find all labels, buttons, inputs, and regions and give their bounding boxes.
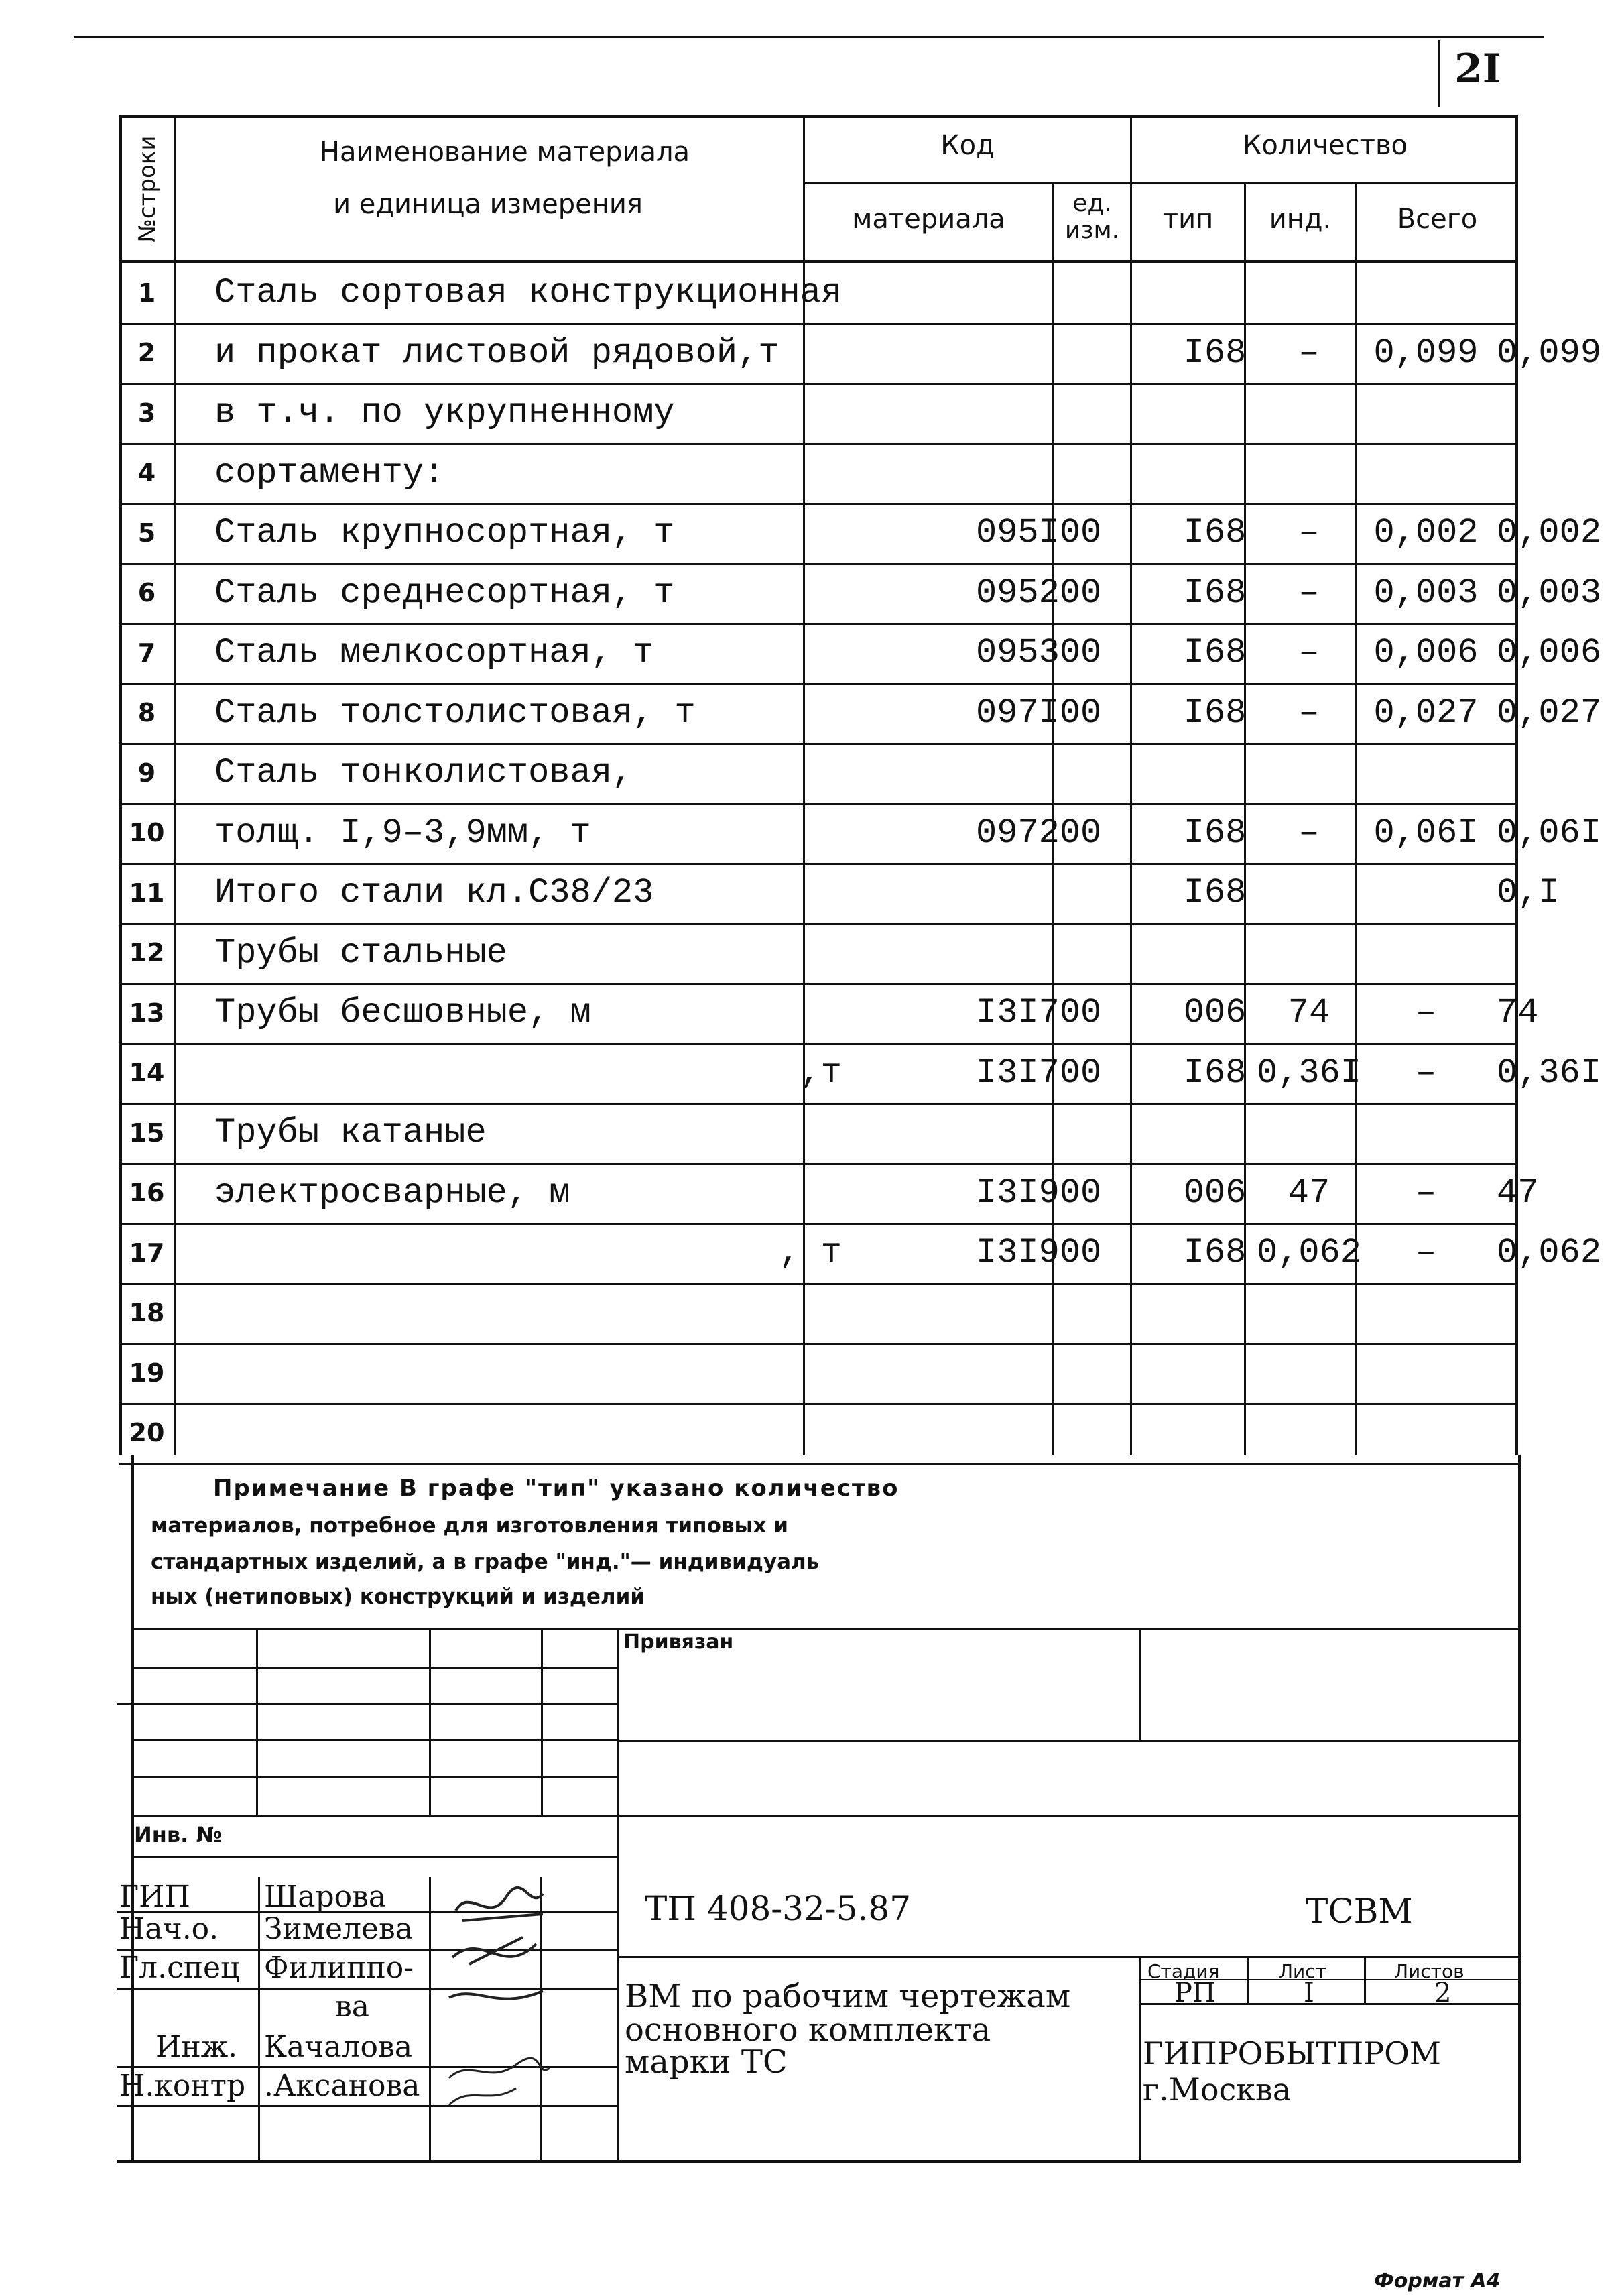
qty-total: 0,06I (1497, 812, 1602, 853)
row-number: 12 (129, 938, 165, 967)
unit-code (1179, 743, 1251, 802)
table-row (119, 983, 1539, 1042)
note-line-3: стандартных изделий, а в графе "инд."— индивидуаль (151, 1550, 820, 1574)
qty-type (1251, 863, 1367, 922)
table-row (119, 863, 1560, 922)
qty-total: 74 (1497, 993, 1539, 1032)
unit-code (1179, 1343, 1251, 1402)
material-code (936, 1103, 1219, 1162)
unit-code (1179, 263, 1251, 322)
row-number: 2 (137, 338, 156, 367)
qty-type: 74 (1288, 993, 1330, 1032)
row-number: 5 (137, 518, 156, 548)
table-row (119, 263, 1518, 322)
material-name: ,т (800, 1052, 842, 1093)
table-row (119, 1283, 1518, 1343)
material-name: Сталь толстолистовая, т (214, 692, 696, 733)
table-row (119, 923, 1518, 983)
unit-code (1179, 923, 1251, 983)
qty-ind: 0,002 (1373, 513, 1479, 552)
qty-ind (1367, 383, 1485, 442)
qty-total (1485, 1283, 1624, 1343)
note-line-2: материалов, потребное для изготовления типовых и (151, 1514, 789, 1538)
row-number: 7 (137, 638, 156, 668)
unit-code (1179, 443, 1251, 503)
unit-code (1179, 1103, 1251, 1162)
qty-ind (1367, 1103, 1485, 1162)
qty-type: – (1298, 572, 1320, 613)
table-row (119, 1043, 1602, 1103)
qty-type: 0,062 (1256, 1233, 1362, 1272)
qty-ind (1367, 743, 1485, 802)
unit-code (1179, 383, 1251, 442)
unit-code: I68 (1183, 1233, 1247, 1272)
material-name: Сталь крупносортная, т (214, 513, 675, 552)
qty-type (1251, 743, 1367, 802)
material-name: в т.ч. по укрупненному (214, 393, 675, 432)
unit-code: I68 (1183, 1052, 1247, 1093)
qty-total (1485, 1403, 1624, 1463)
table-row (119, 803, 1602, 863)
material-name: Сталь сортовая конструкционная (214, 273, 842, 312)
header-quantity: Количество (1242, 130, 1408, 161)
qty-ind (1367, 1283, 1485, 1343)
signer-role: Инж. (155, 2030, 238, 2064)
header-code-unit: ед. изм. (1064, 190, 1120, 244)
qty-total: 0,099 (1497, 333, 1602, 373)
doc-title-line1: ВМ по рабочим чертежам (625, 1978, 1071, 2015)
material-code (936, 923, 1219, 983)
signer-name: .Аксанова (264, 2069, 420, 2103)
qty-type: 47 (1288, 1172, 1330, 1213)
qty-ind (1367, 443, 1485, 503)
qty-type (1251, 263, 1367, 322)
row-number: 13 (129, 998, 165, 1028)
document-mark: ТСВМ (1306, 1892, 1413, 1931)
row-number: 10 (129, 818, 165, 847)
unit-code: I68 (1183, 692, 1247, 733)
material-name: толщ. I,9–3,9мм, т (214, 812, 591, 853)
material-code (936, 323, 1219, 383)
organization-city: г.Москва (1143, 2071, 1292, 2108)
material-spec-table (119, 115, 1602, 1455)
table-row (119, 383, 1518, 442)
material-name: Итого стали кл.С38/23 (214, 873, 654, 912)
material-code (936, 1283, 1219, 1343)
page-number: 2I (1454, 46, 1501, 93)
signer-role: ГИП (119, 1880, 190, 1914)
header-qty-ind: инд. (1269, 204, 1332, 235)
table-row (119, 1163, 1539, 1223)
qty-ind: – (1415, 1052, 1437, 1093)
sheet-value: I (1304, 1978, 1314, 2008)
table-row (119, 623, 1602, 682)
header-row-number: №строки (134, 135, 161, 243)
format-label: Формат А4 (1374, 2269, 1501, 2293)
unit-code: I68 (1183, 633, 1247, 672)
table-row (119, 443, 1518, 503)
material-code: I3I900 (976, 1172, 1102, 1213)
material-name: электросварные, м (214, 1172, 570, 1213)
qty-total (1485, 443, 1624, 503)
material-code: 095I00 (976, 513, 1102, 552)
material-name (198, 1343, 938, 1402)
table-row (119, 683, 1602, 743)
material-code: 097I00 (976, 692, 1102, 733)
material-code (936, 743, 1219, 802)
row-number: 3 (137, 398, 156, 428)
stage-value: РП (1174, 1978, 1216, 2008)
material-code (936, 263, 1219, 322)
header-qty-total: Всего (1397, 204, 1478, 235)
material-code: I3I700 (976, 1052, 1102, 1093)
row-number: 20 (129, 1418, 165, 1447)
sheets-value: 2 (1434, 1978, 1452, 2008)
qty-ind: 0,003 (1373, 572, 1479, 613)
row-number: 6 (137, 578, 156, 607)
material-name (198, 1283, 938, 1343)
row-number: 16 (129, 1178, 165, 1207)
qty-ind: – (1415, 1172, 1437, 1213)
qty-type (1251, 1403, 1367, 1463)
qty-total: 0,36I (1497, 1052, 1602, 1093)
row-divider (119, 1463, 1518, 1465)
qty-total (1485, 923, 1624, 983)
header-code-material: материала (852, 204, 1005, 235)
table-row (119, 323, 1602, 383)
qty-ind: 0,006 (1373, 633, 1479, 672)
qty-ind (1367, 263, 1485, 322)
qty-ind (1367, 1343, 1485, 1402)
table-row (119, 1103, 1518, 1162)
material-name: Трубы бесшовные, м (214, 993, 591, 1032)
unit-code: 006 (1183, 1172, 1247, 1213)
table-row (119, 503, 1602, 562)
row-number: 15 (129, 1117, 165, 1148)
document-code: ТП 408-32-5.87 (645, 1889, 912, 1928)
row-number: 19 (129, 1357, 165, 1388)
material-name: Трубы катаные (214, 1113, 487, 1152)
qty-type: – (1298, 812, 1320, 853)
signer-name: ва (335, 1990, 370, 2024)
row-number: 17 (129, 1237, 165, 1268)
material-code: 097200 (976, 812, 1102, 853)
unit-code: I68 (1183, 812, 1247, 853)
material-name: Сталь мелкосортная, т (214, 633, 654, 672)
material-code (936, 383, 1219, 442)
table-row (119, 1223, 1602, 1282)
qty-total (1485, 263, 1624, 322)
material-name: сортаменту: (214, 452, 445, 493)
material-code (936, 1403, 1219, 1463)
unit-code (1179, 1283, 1251, 1343)
unit-code: 006 (1183, 993, 1247, 1032)
material-code: I3I700 (976, 993, 1102, 1032)
header-name-line2: и единица измерения (333, 189, 643, 220)
material-name: , т (779, 1233, 842, 1272)
signer-role: Н.контр (119, 2069, 246, 2103)
qty-total (1485, 1103, 1624, 1162)
material-code (936, 443, 1219, 503)
qty-total: 0,I (1497, 873, 1560, 912)
unit-code: I68 (1183, 873, 1247, 912)
material-code: 095300 (976, 633, 1102, 672)
material-code (936, 1343, 1219, 1402)
qty-total: 0,027 (1497, 692, 1602, 733)
table-row (119, 1343, 1518, 1402)
unit-code: I68 (1183, 513, 1247, 552)
qty-type: 0,36I (1256, 1052, 1362, 1093)
note-line-4: ных (нетиповых) конструкций и изделий (151, 1585, 645, 1609)
sheet-label: Лист (1279, 1960, 1326, 1982)
material-name: Сталь тонколистовая, (214, 753, 633, 792)
qty-type (1251, 923, 1367, 983)
organization-name: ГИПРОБЫТПРОМ (1143, 2035, 1441, 2071)
qty-type (1251, 1103, 1367, 1162)
qty-total: 0,062 (1497, 1233, 1602, 1272)
material-code: 095200 (976, 572, 1102, 613)
row-number: 18 (129, 1298, 165, 1327)
table-row (119, 743, 1518, 802)
doc-title-line3: марки ТС (625, 2043, 788, 2081)
qty-type: – (1298, 333, 1320, 373)
note-line-1: Примечание В графе "тип" указано количество (213, 1475, 899, 1502)
header-code: Код (940, 130, 995, 161)
qty-type (1251, 443, 1367, 503)
top-rule (74, 36, 1544, 38)
qty-type: – (1298, 692, 1320, 733)
signer-name: Филиппо- (264, 1951, 414, 1985)
unit-code: I68 (1183, 572, 1247, 613)
row-number: 1 (137, 278, 156, 308)
qty-total (1485, 743, 1624, 802)
signer-name: Зимелева (264, 1912, 413, 1946)
header-name-line1: Наименование материала (319, 137, 690, 168)
material-code (936, 863, 1219, 922)
qty-ind: 0,099 (1373, 333, 1479, 373)
material-name: и прокат листовой рядовой,т (214, 333, 779, 373)
row-number: 8 (137, 698, 156, 727)
qty-ind: – (1415, 993, 1437, 1032)
qty-type: – (1298, 633, 1320, 672)
qty-type (1251, 1343, 1367, 1402)
qty-ind (1367, 863, 1485, 922)
qty-type (1251, 383, 1367, 442)
qty-ind (1367, 1403, 1485, 1463)
signer-name: Шарова (264, 1880, 387, 1914)
header-qty-type: тип (1162, 204, 1214, 235)
signer-role: Гл.спец (119, 1951, 240, 1985)
qty-ind: 0,06I (1373, 812, 1479, 853)
qty-total (1485, 1343, 1624, 1402)
row-number: 14 (129, 1058, 165, 1087)
qty-total: 0,002 (1497, 513, 1602, 552)
qty-total: 0,006 (1497, 633, 1602, 672)
row-number: 11 (129, 878, 165, 908)
material-name (198, 1403, 938, 1463)
privyazan-label: Привязан (623, 1630, 734, 1654)
sheets-label: Листов (1394, 1960, 1464, 1982)
qty-total (1485, 383, 1624, 442)
qty-total: 47 (1497, 1172, 1539, 1213)
signature-scribbles (442, 1884, 556, 2105)
qty-ind (1367, 923, 1485, 983)
qty-total: 0,003 (1497, 572, 1602, 613)
row-number: 4 (137, 458, 156, 487)
signer-role: Нач.о. (119, 1912, 219, 1946)
signer-name: Качалова (264, 2030, 413, 2064)
material-name: Трубы стальные (214, 932, 507, 973)
material-name: Сталь среднесортная, т (214, 572, 675, 613)
qty-ind: 0,027 (1373, 692, 1479, 733)
qty-type (1251, 1283, 1367, 1343)
doc-title-line2: основного комплекта (625, 2011, 991, 2049)
page-number-border (1438, 40, 1440, 107)
row-number: 9 (137, 758, 156, 788)
table-row (119, 1403, 1518, 1463)
material-code: I3I900 (976, 1233, 1102, 1272)
unit-code (1179, 1403, 1251, 1463)
unit-code: I68 (1183, 333, 1247, 373)
qty-ind: – (1415, 1233, 1437, 1272)
stage-label: Стадия (1147, 1960, 1220, 1982)
qty-type: – (1298, 513, 1320, 552)
table-row (119, 563, 1602, 623)
inventory-number-label: Инв. № (134, 1822, 222, 1848)
